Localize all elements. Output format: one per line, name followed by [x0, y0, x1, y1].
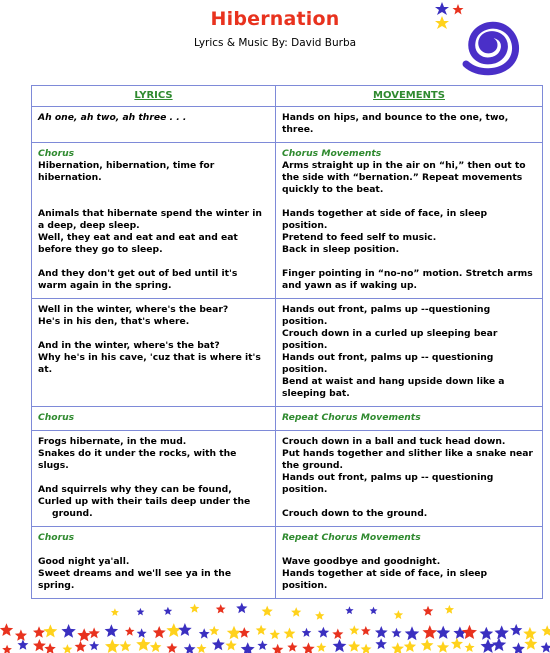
star-icon	[197, 644, 207, 653]
star-icon	[33, 639, 46, 651]
movement-line: Put hands together and slither like a snake near the ground.	[282, 448, 533, 471]
star-icon	[494, 625, 509, 639]
star-icon	[209, 626, 219, 636]
star-icon	[241, 642, 255, 653]
movement-line: Back in sleep position.	[282, 244, 400, 255]
star-icon	[523, 627, 536, 640]
star-icon	[120, 640, 132, 651]
star-icon	[316, 642, 326, 652]
table-row	[32, 143, 543, 299]
star-icon	[61, 624, 75, 638]
table-row	[32, 527, 543, 599]
star-icon	[33, 626, 45, 638]
lyric-line: Ah one, ah two, ah three . . .	[38, 112, 187, 123]
lyrics-cell	[32, 107, 276, 143]
star-icon	[75, 641, 87, 652]
star-icon	[404, 640, 416, 652]
star-icon	[105, 624, 119, 637]
lyrics-cell	[32, 143, 276, 299]
star-icon	[302, 642, 315, 653]
table-row	[32, 299, 543, 407]
star-icon	[270, 629, 280, 639]
star-icon	[216, 604, 226, 613]
lyrics-column-header: LYRICS	[32, 86, 276, 107]
star-icon	[542, 625, 550, 636]
table-row	[32, 107, 543, 143]
lyrics-cell	[32, 431, 276, 527]
chorus-heading: Chorus	[38, 532, 75, 543]
star-icon	[541, 642, 550, 653]
star-icon	[164, 607, 173, 615]
movements-cell	[276, 107, 543, 143]
lyric-line: Sweet dreams and we'll see ya in the spring.	[38, 568, 232, 591]
page-title: Hibernation	[210, 8, 340, 30]
star-icon	[62, 644, 72, 653]
star-icon	[111, 608, 119, 616]
lyrics-cell	[32, 299, 276, 407]
lyric-line: He's in his den, that's where.	[38, 316, 190, 327]
star-icon	[239, 627, 250, 638]
star-icon	[349, 625, 359, 635]
table-row	[32, 431, 543, 527]
movement-line: Hands out front, palms up -- questioning position.	[282, 472, 494, 495]
chorus-heading: Chorus	[38, 412, 75, 423]
star-icon	[256, 625, 267, 635]
star-icon	[44, 643, 56, 653]
page-subtitle: Lyrics & Music By: David Burba	[193, 37, 357, 49]
star-border-icon	[0, 600, 550, 653]
lyric-line: Well, they eat and eat and eat and eat	[38, 232, 238, 243]
lyric-line: Frogs hibernate, in the mud.	[38, 436, 187, 447]
star-icon	[315, 611, 324, 620]
movement-line: Finger pointing in “no-no” motion. Stretch arms and yawn as if waking up.	[282, 268, 533, 291]
star-icon	[184, 643, 196, 653]
movement-line: Pretend to feed self to music.	[282, 232, 437, 243]
star-icon	[0, 623, 13, 636]
movement-line: Hands on hips, and bounce to the one, two, three.	[282, 112, 509, 135]
chorus-heading: Chorus	[38, 148, 75, 159]
lyric-line: Animals that hibernate spend the winter in a deep, deep sleep.	[38, 208, 262, 231]
lyric-line: Hibernation, hibernation, time for hibernation.	[38, 160, 215, 183]
star-icon	[437, 641, 449, 653]
lyric-line: ground.	[52, 508, 93, 519]
movements-cell	[276, 527, 543, 599]
star-icon	[136, 637, 150, 651]
star-icon	[105, 639, 120, 653]
star-icon	[361, 626, 371, 635]
star-icon	[421, 639, 434, 651]
star-icon	[89, 641, 99, 650]
lyric-line: And in the winter, where's the bat?	[38, 340, 220, 351]
table-header-row	[32, 86, 543, 107]
star-icon	[77, 628, 91, 641]
star-icon	[302, 628, 312, 637]
star-icon	[333, 639, 347, 652]
repeat-chorus-heading: Repeat Chorus Movements	[282, 412, 421, 423]
star-icon	[236, 603, 247, 614]
star-icon	[453, 626, 466, 639]
star-icon	[291, 607, 301, 617]
star-icon	[345, 606, 353, 614]
star-icon	[462, 625, 477, 639]
star-icon	[318, 627, 330, 638]
star-icon	[137, 628, 147, 638]
movement-line: Hands together at side of face, in sleep position.	[282, 208, 488, 231]
chorus-movements-heading: Chorus Movements	[282, 148, 382, 159]
star-icon	[375, 638, 387, 649]
star-icon	[361, 644, 372, 653]
star-icon	[167, 643, 178, 653]
lyrics-cell	[32, 407, 276, 431]
star-icon	[391, 642, 404, 653]
star-icon	[284, 628, 296, 639]
star-icon	[480, 627, 494, 640]
star-icon	[370, 607, 378, 615]
movement-line: Arms straight up in the air on “hi,” then out to the side with “bernation.” Repeat movements quickly to the beat.	[282, 160, 526, 195]
lyric-line: Well in the winter, where's the bear?	[38, 304, 229, 315]
star-icon	[212, 638, 225, 650]
movement-line: Crouch down to the ground.	[282, 508, 428, 519]
movements-cell	[276, 299, 543, 407]
star-icon	[481, 639, 496, 653]
movement-line: Hands out front, palms up --questioning position.	[282, 304, 491, 327]
lyrics-movements-table	[31, 85, 543, 599]
star-icon	[227, 626, 241, 640]
lyric-line: Good night ya'all.	[38, 556, 130, 567]
movement-line: Hands together at side of face, in sleep position.	[282, 568, 488, 591]
repeat-chorus-heading: Repeat Chorus Movements	[282, 532, 421, 543]
star-icon	[166, 623, 181, 637]
spiral-with-stars-icon	[428, 0, 533, 85]
star-icon	[137, 608, 145, 616]
star-icon	[199, 628, 210, 638]
star-icon	[375, 626, 388, 638]
star-icon	[423, 625, 438, 639]
movement-line: Bend at waist and hang upside down like a sleeping bat.	[282, 376, 505, 399]
movements-column-header: MOVEMENTS	[276, 86, 543, 107]
lyric-line: And squirrels why they can be found,	[38, 484, 232, 495]
star-icon	[44, 624, 58, 637]
star-icon	[287, 642, 297, 652]
star-icon	[178, 623, 192, 636]
lyric-line: Why he's in his cave, 'cuz that is where it's at.	[38, 352, 261, 375]
star-icon	[332, 629, 343, 640]
star-icon	[436, 626, 450, 639]
movement-line: Wave goodbye and goodnight.	[282, 556, 441, 567]
star-icon	[423, 606, 434, 616]
star-icon	[391, 628, 401, 638]
star-icon	[512, 642, 525, 653]
lyric-line: Snakes do it under the rocks, with the slugs.	[38, 448, 237, 471]
movements-cell	[276, 431, 543, 527]
star-icon	[153, 626, 166, 638]
star-icon	[125, 627, 135, 636]
star-icon	[18, 639, 29, 649]
movements-cell	[276, 407, 543, 431]
star-icon	[272, 644, 284, 653]
star-icon	[405, 626, 420, 640]
lyric-line: Curled up with their tails deep under the	[38, 496, 251, 507]
movements-cell	[276, 143, 543, 299]
star-icon	[465, 643, 475, 653]
table-row	[32, 407, 543, 431]
lyric-line: before they go to sleep.	[38, 244, 163, 255]
star-icon	[348, 640, 360, 651]
star-icon	[445, 605, 454, 614]
star-icon	[510, 624, 522, 636]
star-icon	[451, 638, 463, 650]
star-icon	[89, 627, 100, 638]
star-icon	[150, 641, 162, 652]
movement-line: Crouch down in a ball and tuck head down.	[282, 436, 506, 447]
star-icon	[225, 640, 236, 651]
star-icon	[190, 604, 200, 613]
movement-line: Hands out front, palms up -- questioning position.	[282, 352, 494, 375]
movement-line: Crouch down in a curled up sleeping bear position.	[282, 328, 498, 351]
star-icon	[262, 606, 273, 617]
lyrics-cell	[32, 527, 276, 599]
lyric-line: And they don't get out of bed until it's warm again in the spring.	[38, 268, 238, 291]
star-icon	[394, 610, 403, 619]
star-icon	[257, 640, 267, 650]
star-icon	[15, 629, 27, 640]
star-icon	[492, 638, 506, 652]
star-icon	[2, 645, 12, 653]
